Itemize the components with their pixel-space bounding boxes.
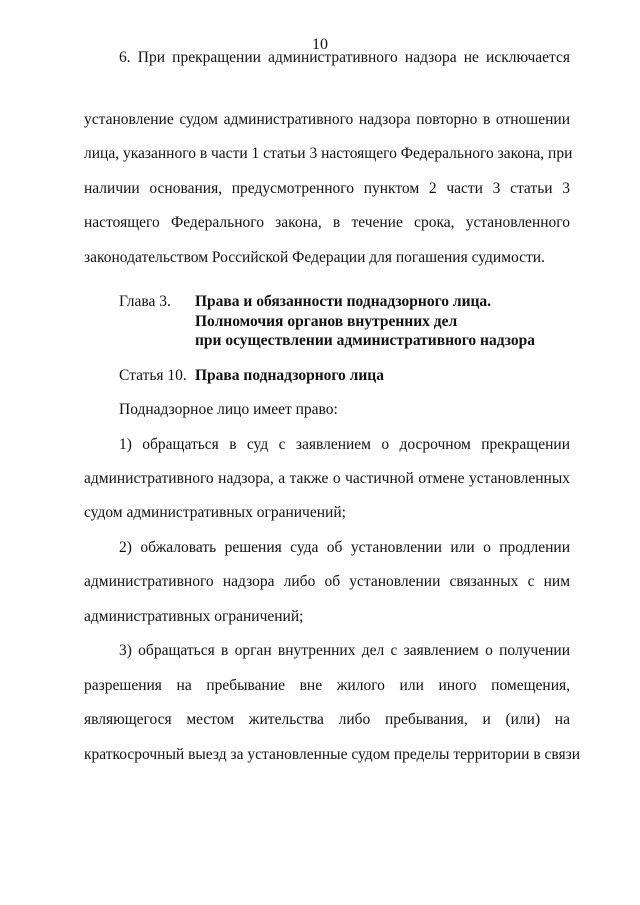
list-item-line: 2) обжаловать решения суда об установлении или о продлении [119,539,570,556]
list-item-line: административного надзора либо об установлении связанных с ним [84,573,570,590]
list-item-line: разрешения на пребывание вне жилого или иного помещения, [84,677,570,694]
list-item-line: судом административных ограничений; [84,504,346,521]
list-item-line: административного надзора, а также о частичной отмене установленных [84,470,570,487]
paragraph-line: настоящего Федерального закона, в течение срока, установленного [84,214,570,231]
chapter-title-line: Полномочия органов внутренних дел [195,313,458,330]
chapter-title-line: при осуществлении административного надзора [195,332,536,349]
list-item-line: 3) обращаться в орган внутренних дел с заявлением о получении [119,642,570,659]
list-item-line: 1) обращаться в суд с заявлением о досрочном прекращении [119,436,570,453]
list-item-line: административных ограничений; [84,608,304,625]
paragraph-line: 6. При прекращении административного надзора не исключается [119,49,570,66]
list-item-line: краткосрочный выезд за установленные судом пределы территории в связи [84,746,581,763]
chapter-label: Глава 3. [119,293,171,310]
page-number: 10 [312,36,328,53]
article-title: Права поднадзорного лица [195,367,384,384]
paragraph-line: законодательством Российской Федерации для погашения судимости. [84,249,545,266]
intro-line: Поднадзорное лицо имеет право: [119,401,338,418]
list-item-line: являющегося местом жительства либо пребывания, и (или) на [84,711,570,728]
article-label: Статья 10. [119,367,187,384]
paragraph-line: наличии основания, предусмотренного пунктом 2 части 3 статьи 3 [84,180,570,197]
chapter-title-line: Права и обязанности поднадзорного лица. [195,293,492,310]
paragraph-line: лица, указанного в части 1 статьи 3 настоящего Федерального закона, при [84,145,573,162]
paragraph-line: установление судом административного надзора повторно в отношении [84,111,570,128]
